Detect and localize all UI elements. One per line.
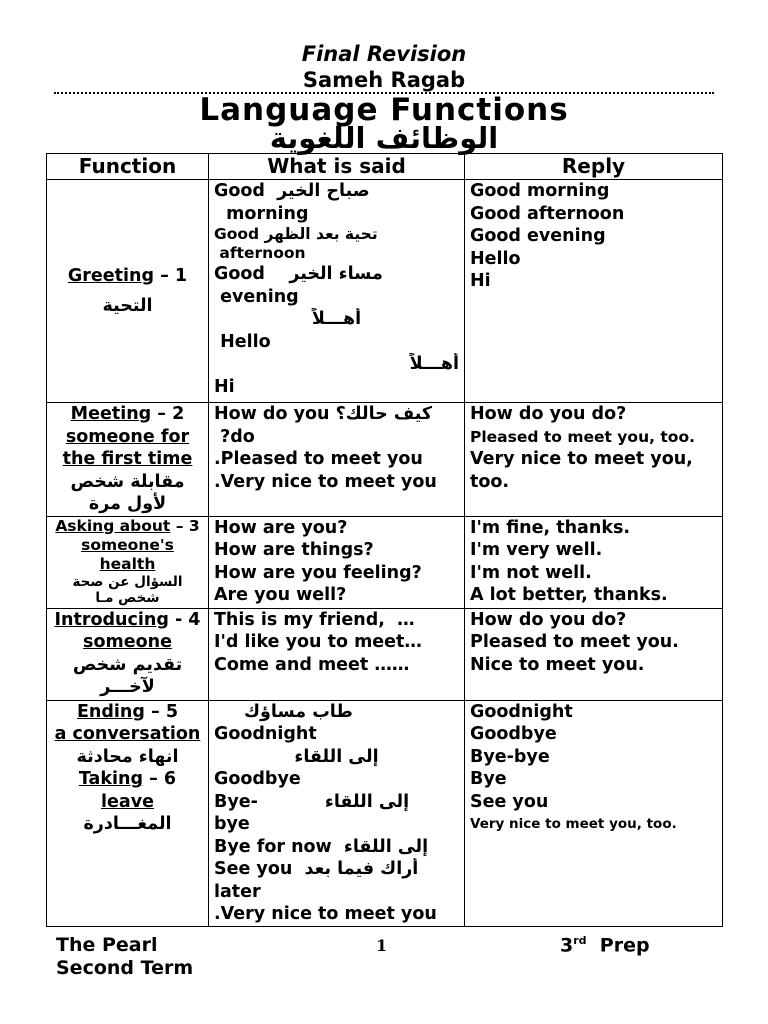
function-arabic: انهاء محادثة: [76, 746, 179, 767]
cell-line: Very nice to meet you, too.: [470, 816, 677, 832]
reply-cell: [465, 516, 723, 608]
cell-line: I'm very well.: [470, 540, 603, 560]
cell-line: Nice to meet you.: [470, 654, 645, 675]
function-label: Meeting – 2: [70, 404, 185, 424]
function-arabic: مقابلة شخص لأول مرة: [70, 471, 185, 514]
document-title: Final Revision: [301, 42, 467, 66]
table-row: [47, 516, 723, 608]
footer-term: Second Term: [56, 957, 194, 979]
cell-line: How do you do?: [470, 404, 627, 424]
function-label: Taking – 6: [78, 769, 177, 789]
cell-line: Very nice to meet you,: [470, 449, 693, 469]
cell-line: This is my friend, …: [214, 609, 415, 630]
reply-cell: [465, 403, 723, 517]
function-cell: Asking about – 3 someone's health السؤال عن صحة شخص مـا: [47, 516, 209, 608]
cell-line: A lot better, thanks.: [470, 585, 668, 605]
cell-line: How are you?: [214, 517, 348, 538]
cell-line: .Very nice to meet you: [214, 904, 437, 924]
cell-line: Good evening: [470, 226, 606, 246]
language-functions-table: [46, 153, 723, 927]
cell-line: Good morning: [470, 181, 610, 201]
cell-line: Hello: [470, 248, 521, 269]
cell-line: أهـــلاً: [409, 354, 459, 374]
cell-line: Goodbye: [214, 769, 301, 789]
footer-grade: 3rd Prep: [560, 934, 650, 957]
function-cell: [47, 180, 209, 403]
function-cell: Ending – 5 a conversation انهاء محادثة Taking – 6 leave المغـــادرة: [47, 700, 209, 926]
function-label: Greeting – 1: [67, 265, 188, 286]
cell-line: Come and meet ……: [214, 654, 410, 675]
cell-line: Good صباح الخير: [214, 181, 370, 201]
function-label: Ending – 5: [76, 701, 179, 722]
cell-line: Hello: [214, 331, 271, 352]
cell-line: Goodnight: [470, 701, 573, 722]
header-function: Function: [47, 154, 209, 180]
said-cell: [209, 403, 465, 517]
cell-line: Goodbye: [470, 724, 557, 744]
cell-line: How do you كيف حالك؟: [214, 404, 433, 424]
header-what-is-said: What is said: [209, 154, 465, 180]
cell-line: See you أراك فيما بعد: [214, 859, 419, 879]
cell-line: Good تحية بعد الظهر: [214, 225, 378, 243]
said-cell: [209, 608, 465, 700]
table-row: [47, 700, 723, 926]
cell-line: Goodnight: [214, 724, 317, 744]
cell-line: أهـــلاً: [311, 309, 362, 329]
cell-line: Bye for now إلى اللقاء: [214, 836, 429, 857]
cell-line: .Pleased to meet you: [214, 449, 423, 469]
table-row: [47, 180, 723, 403]
function-arabic: التحية: [102, 296, 153, 316]
cell-line: too.: [470, 471, 510, 492]
table-row: [47, 403, 723, 517]
said-cell: [209, 700, 465, 926]
cell-line: Hi: [214, 376, 235, 397]
said-cell: [209, 516, 465, 608]
cell-line: I'm fine, thanks.: [470, 517, 631, 538]
cell-line: إلى اللقاء: [294, 746, 379, 767]
author-name: Sameh Ragab: [302, 68, 466, 92]
cell-line: Good afternoon: [470, 203, 625, 224]
cell-line: Bye-bye: [470, 746, 550, 767]
header-reply: Reply: [465, 154, 723, 180]
cell-line: afternoon: [214, 244, 306, 262]
page-title-arabic: الوظائف اللغوية: [269, 121, 499, 155]
cell-line: See you: [470, 791, 549, 812]
cell-line: Bye: [470, 769, 507, 789]
cell-line: How do you do?: [470, 609, 627, 630]
cell-line: How are you feeling?: [214, 562, 422, 583]
table-row: [47, 608, 723, 700]
cell-line: Pleased to meet you.: [470, 632, 679, 652]
cell-line: morning: [214, 203, 309, 224]
function-cell: Meeting – 2 someone for the first time مقابلة شخص لأول مرة: [47, 403, 209, 517]
function-label: Asking about – 3: [55, 516, 200, 535]
reply-cell: [465, 180, 723, 403]
reply-cell: [465, 608, 723, 700]
cell-line: طاب مساؤك: [244, 701, 353, 722]
function-arabic: تقديم شخص لآخـــر: [72, 654, 183, 697]
table-header-row: [47, 154, 723, 180]
said-cell: [209, 180, 465, 403]
cell-line: Bye- إلى اللقاء: [214, 791, 410, 812]
function-label: Introducing - 4: [54, 609, 201, 630]
page-title: Language Functions: [199, 92, 569, 128]
cell-line: Are you well?: [214, 585, 347, 605]
cell-line: bye: [214, 814, 250, 834]
function-cell: Introducing - 4 someone تقديم شخص لآخـــر: [47, 608, 209, 700]
cell-line: .Very nice to meet you: [214, 471, 437, 492]
page-number: 1: [376, 936, 388, 955]
reply-cell: [465, 700, 723, 926]
cell-line: I'd like you to meet…: [214, 632, 422, 652]
cell-line: Pleased to meet you, too.: [470, 427, 695, 446]
cell-line: ?do: [214, 426, 255, 447]
cell-line: Good مساء الخير: [214, 264, 383, 284]
cell-line: Hi: [470, 271, 491, 291]
cell-line: later: [214, 881, 261, 902]
cell-line: evening: [214, 286, 299, 307]
cell-line: How are things?: [214, 540, 374, 560]
function-arabic: السؤال عن صحة شخص مـا: [72, 573, 183, 606]
cell-line: I'm not well.: [470, 562, 592, 583]
footer-school: The Pearl: [56, 934, 158, 956]
function-arabic: المغـــادرة: [83, 814, 172, 834]
